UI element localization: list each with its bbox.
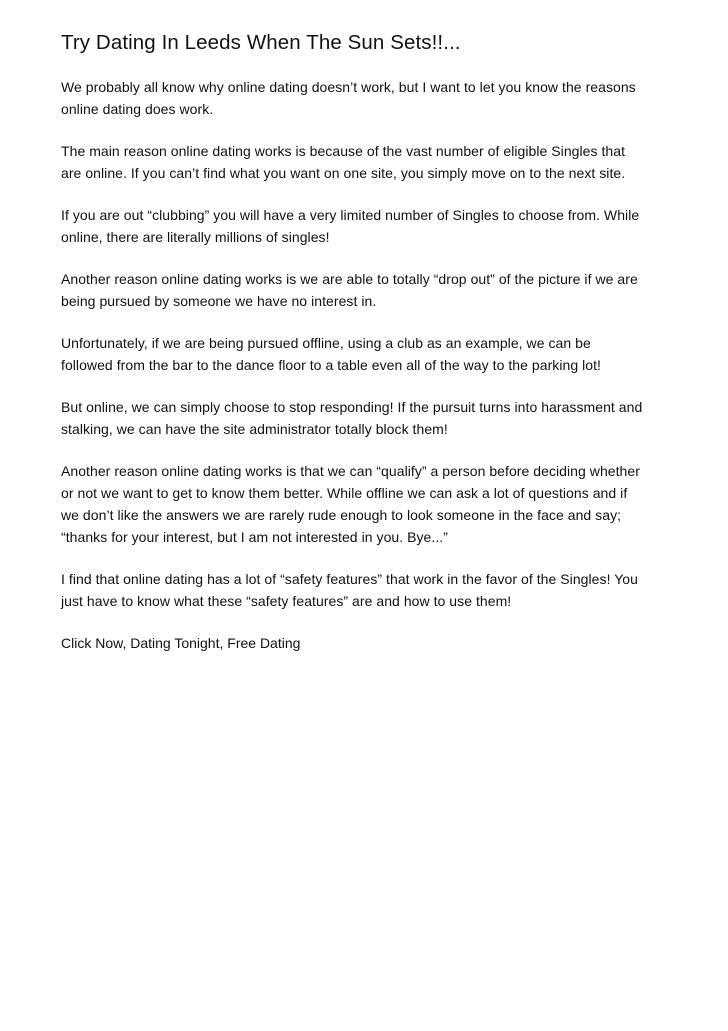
paragraph-5 (61, 332, 671, 376)
paragraph-line: We probably all know why online dating doesn’t work, but I want to let you know the reasons (61, 79, 636, 95)
paragraph-4 (61, 268, 671, 312)
paragraph-line: But online, we can simply choose to stop responding! If the pursuit turns into harassment and (61, 399, 643, 415)
paragraph-1 (61, 76, 671, 120)
document-title: Try Dating In Leeds When The Sun Sets!!... (61, 31, 461, 54)
links-line: Click Now, Dating Tonight, Free Dating (61, 635, 301, 651)
paragraph-line: The main reason online dating works is because of the vast number of eligible Singles that (61, 143, 626, 159)
paragraph-line: just have to know what these “safety features” are and how to use them! (61, 593, 512, 609)
paragraph-2 (61, 140, 671, 184)
paragraph-line: Another reason online dating works is we are able to totally “drop out” of the picture if we are (61, 271, 638, 287)
paragraph-line: If you are out “clubbing” you will have a very limited number of Singles to choose from. While (61, 207, 640, 223)
paragraph-line: online, there are literally millions of singles! (61, 229, 330, 245)
paragraph-8 (61, 568, 671, 612)
paragraph-line: I find that online dating has a lot of “safety features” that work in the favor of the Singles! You (61, 571, 638, 587)
paragraph-line: Unfortunately, if we are being pursued offline, using a club as an example, we can be (61, 335, 591, 351)
paragraph-line: we don’t like the answers we are rarely rude enough to look someone in the face and say; (61, 507, 622, 523)
paragraph-line: stalking, we can have the site administrator totally block them! (61, 421, 448, 437)
paragraph-line: “thanks for your interest, but I am not interested in you. Bye...” (61, 529, 448, 545)
document-page (61, 30, 671, 654)
paragraph-line: Another reason online dating works is that we can “qualify” a person before deciding whether (61, 463, 640, 479)
paragraph-7 (61, 460, 671, 548)
paragraph-line: online dating does work. (61, 101, 214, 117)
paragraph-line: or not we want to get to know them better. While offline we can ask a lot of questions and if (61, 485, 628, 501)
paragraph-line: are online. If you can’t find what you want on one site, you simply move on to the next site. (61, 165, 626, 181)
paragraph-6 (61, 396, 671, 440)
paragraph-line: followed from the bar to the dance floor to a table even all of the way to the parking lot! (61, 357, 601, 373)
paragraph-line: being pursued by someone we have no interest in. (61, 293, 377, 309)
paragraph-3 (61, 204, 671, 248)
